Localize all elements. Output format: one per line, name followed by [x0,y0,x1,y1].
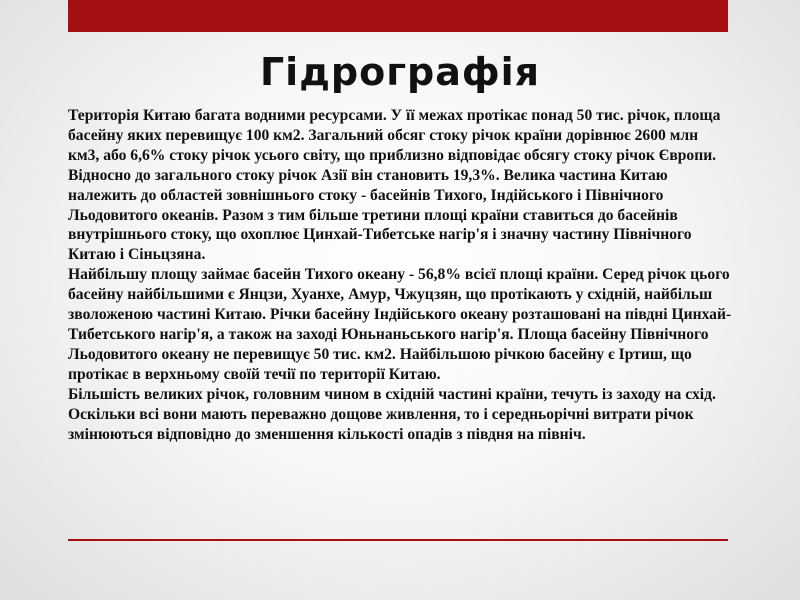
slide-title: Гідрографія [259,50,541,94]
slide-body [68,106,732,444]
bottom-accent-rule [68,539,728,541]
paragraph-1: Територія Китаю багата водними ресурсами. У її межах протікає понад 50 тис. річок, площа басейну яких перевищує 100 км2. Загальний обсяг стоку річок країни дорівнює 2600 млн км3, або 6,6% стоку річок усього світу, що приблизно відповідає обсягу стоку річок Європи. [68,107,721,164]
paragraph-3: Найбільшу площу займає басейн Тихого океану - 56,8% всієї площі країни. Серед річок цього басейну найбільшими є Янцзи, Хуанхе, Амур, Чжуцзян, що протікають у східній, найбільш зволоженою частині Китаю. Річки басейну Індійського океану розташовані на півдні Цинхай-Тибетського нагір'я, а також на заході Юньнаньського нагір'я. Площа басейну Північного Льодовитого океану не перевищує 50 тис. км2. Найбільшою річкою басейну є Іртиш, що протікає в верхньому своїй течії по території Китаю. [68,266,732,383]
top-accent-bar [68,0,728,32]
paragraph-4: Більшість великих річок, головним чином в східній частині країни, течуть із заходу на схід. Оскільки всі вони мають переважно дощове живлення, то і середньорічні витрати річок змінюються відповідно до зменшення кількості опадів з півдня на північ. [68,385,716,443]
paragraph-2: Відносно до загального стоку річок Азії він становить 19,3%. Велика частина Китаю належить до областей зовнішнього стоку - басейнів Тихого, Індійського і Північного Льодовитого океанів. Разом з тим більше третини площі країни ставиться до басейнів внутрішнього стоку, що охоплює Цинхай-Тибетське нагір'я і значну частину Північного Китаю і Сіньцзяна. [68,166,692,264]
